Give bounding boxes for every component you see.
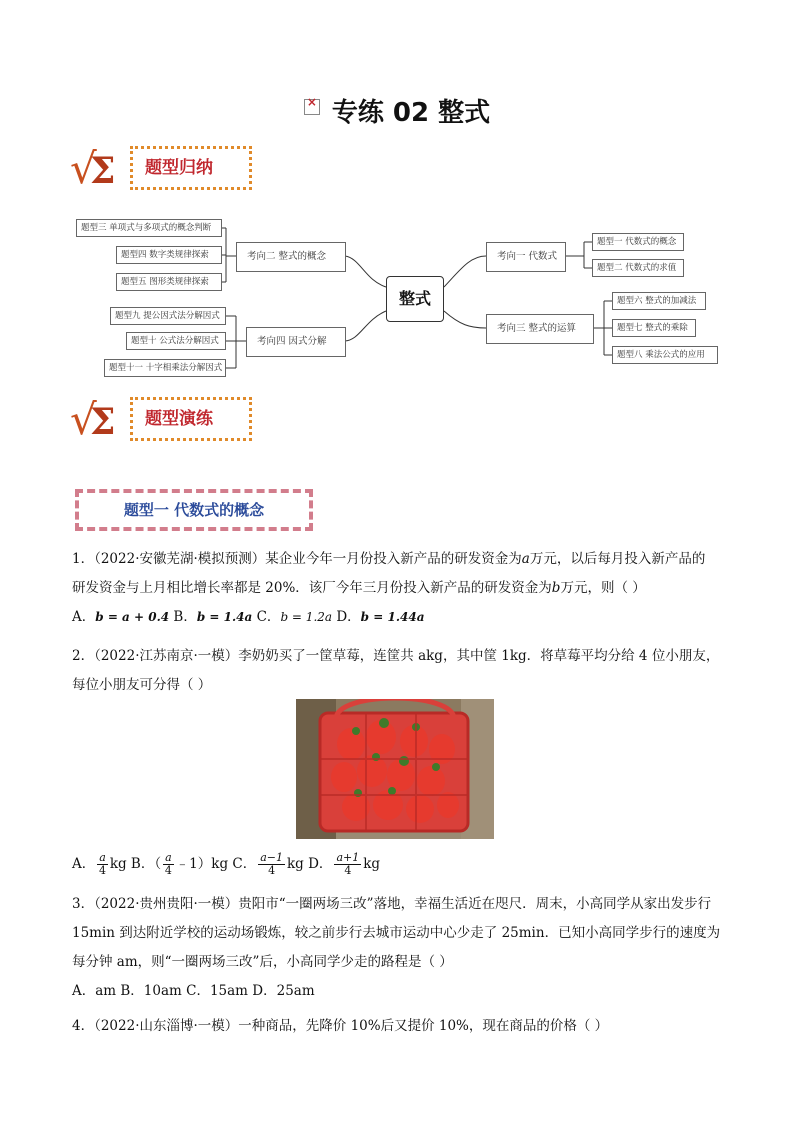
- question-1: [72, 545, 732, 632]
- mind-map-branch-1: 考向一 代数式: [486, 242, 566, 272]
- question-3: [72, 890, 732, 1006]
- fraction-numerator: a+1: [336, 851, 360, 864]
- q1-text: 1．（2022·安徽芜湖·模拟预测）某企业今年一月份投入新产品的研发资金为: [72, 551, 522, 567]
- q2-text: 每位小朋友可分得（ ）: [72, 677, 212, 693]
- q1-text: 研发资金与上月相比增长率都是 20%．该厂今年三月份投入新产品的研发资金为: [72, 580, 552, 596]
- mind-map-leaf: 题型三 单项式与多项式的概念判断: [76, 219, 222, 237]
- fraction-denominator: 4: [99, 864, 107, 877]
- mind-map-leaf: 题型十 公式法分解因式: [126, 332, 226, 350]
- mind-map-leaf: 题型一 代数式的概念: [592, 233, 684, 251]
- option-label: A．: [72, 856, 96, 872]
- option-text: kg D．: [287, 856, 333, 872]
- mind-map-leaf: 题型四 数字类规律探索: [116, 246, 222, 264]
- page-title-text: 专练 02 整式: [331, 98, 491, 128]
- option-a-fraction: [97, 852, 108, 877]
- option-label: C．: [256, 609, 281, 625]
- mind-map-branch-4: 考向四 因式分解: [246, 327, 346, 357]
- type-banner: 题型一 代数式的概念: [75, 489, 313, 531]
- fraction-numerator: a: [165, 851, 172, 864]
- fraction-numerator: a: [99, 851, 106, 864]
- option-text: kg: [363, 856, 381, 872]
- mind-map-leaf: 题型七 整式的乘除: [612, 319, 696, 337]
- question-2: [72, 642, 732, 700]
- mind-map-branch-3: 考向三 整式的运算: [486, 314, 594, 344]
- mind-map-connectors: [0, 0, 794, 400]
- option-text: ﹣1）kg C．: [175, 856, 257, 872]
- fraction-numerator: a−1: [260, 851, 283, 864]
- q4-text: 4．（2022·山东淄博·一模）一种商品，先降价 10%后又提价 10%，现在商品的价格（ ）: [72, 1018, 609, 1034]
- section-practice-label: 题型演练: [130, 397, 252, 441]
- mind-map-leaf: 题型九 提公因式法分解因式: [110, 307, 226, 325]
- q2-text: 2．（2022·江苏南京·一模）李奶奶买了一筐草莓，连筐共 akg，其中筐 1kg．将草莓平均分给 4 位小朋友，: [72, 648, 720, 664]
- option-b-fraction: [163, 852, 174, 877]
- sigma-icon: √ Σ: [70, 144, 116, 193]
- mind-map-center: 整式: [386, 276, 444, 322]
- option-d-fraction: [334, 852, 361, 877]
- option-a: b = a + 0.4: [95, 610, 170, 624]
- q1-var-a: a: [521, 551, 530, 567]
- q2-options: [72, 850, 732, 879]
- mind-map-leaf: 题型五 图形类规律探索: [116, 273, 222, 291]
- q1-text: 万元，则（ ）: [560, 580, 646, 596]
- section-practice-header: [70, 393, 260, 449]
- q1-text: 万元，以后每月投入新产品的: [529, 551, 706, 567]
- strawberry-basket-image: [296, 699, 494, 839]
- q1-options: [72, 603, 732, 632]
- q3-options: A．am B．10am C．15am D．25am: [72, 983, 315, 999]
- option-d: b = 1.44a: [360, 610, 425, 624]
- section-summary-label: 题型归纳: [130, 146, 252, 190]
- mind-map-branch-2: 考向二 整式的概念: [236, 242, 346, 272]
- q3-text: 3．（2022·贵州贵阳·一模）贵阳市“一圈两场三改”落地，幸福生活近在咫尺．周末，小高同学从家出发步行: [72, 896, 712, 912]
- option-label: A．: [72, 609, 96, 625]
- option-label: D．: [336, 609, 361, 625]
- fraction-denominator: 4: [164, 864, 172, 877]
- strawberry-basket-illustration: [296, 699, 494, 839]
- sigma-icon: √ Σ: [70, 395, 116, 444]
- option-c: b = 1.2a: [280, 610, 333, 624]
- q1-var-b: b: [551, 580, 561, 596]
- q3-text: 15min 到达附近学校的运动场锻炼，较之前步行去城市运动中心少走了 25min．已知小高同学步行的速度为: [72, 925, 721, 941]
- mind-map-leaf: 题型二 代数式的求值: [592, 259, 684, 277]
- question-4: [72, 1012, 732, 1041]
- fraction-denominator: 4: [268, 864, 276, 877]
- q3-text: 每分钟 am，则“一圈两场三改”后，小高同学少走的路程是（ ）: [72, 954, 453, 970]
- mind-map-leaf: 题型十一 十字相乘法分解因式: [104, 359, 226, 377]
- option-c-fraction: [258, 852, 285, 877]
- option-b: b = 1.4a: [196, 610, 253, 624]
- fraction-denominator: 4: [344, 864, 352, 877]
- mind-map-leaf: 题型六 整式的加减法: [612, 292, 706, 310]
- mind-map-leaf: 题型八 乘法公式的应用: [612, 346, 718, 364]
- option-text: kg B．（: [109, 856, 162, 872]
- option-label: B．: [173, 609, 197, 625]
